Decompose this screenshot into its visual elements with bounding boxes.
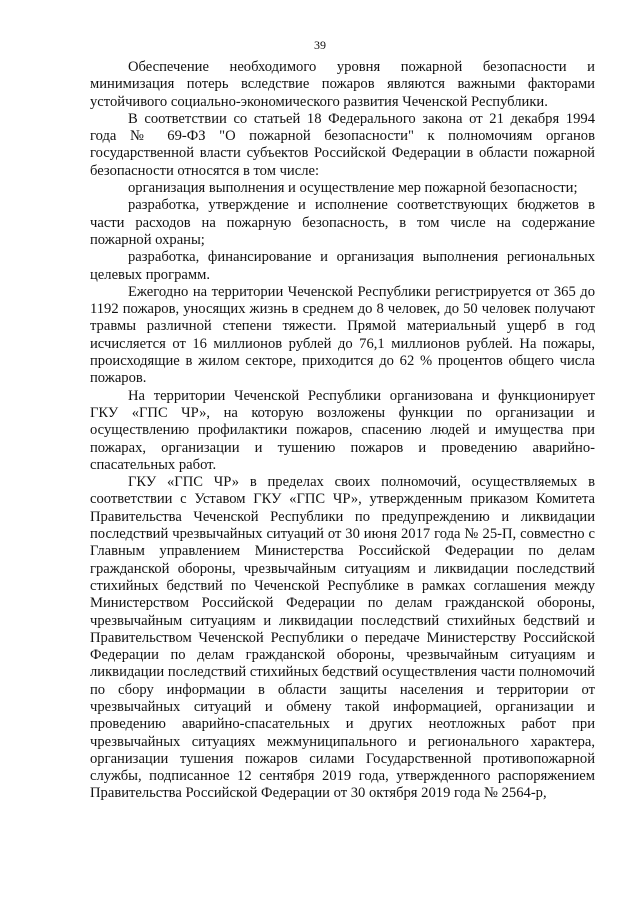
page-number: 39 (314, 38, 326, 52)
paragraph-gku-gps-powers: ГКУ «ГПС ЧР» в пределах своих полномочий, осуществляемых в соответствии с Уставом ГКУ «ГПС ЧР», утвержденным приказом Комитета Правительства Чеченской Республики по предупреждению и ликвидации последствий чрезвычайных ситуаций от 30 июня 2017 года № 25-П, совместно с Главным управлением Министерства Российской Федерации по делам гражданской обороны, чрезвычайным ситуациям и ликвидации последствий стихийных бедствий по Чеченской Республике в рамках соглашения между Министерством Российской Федерации по делам гражданской обороны, чрезвычайным ситуациям и ликвидации последствий стихийных бедствий и Правительством Чеченской Республики о передаче Министерству Российской Федерации по делам гражданской обороны, чрезвычайным ситуациям и ликвидации последствий стихийных бедствий осуществления части полномочий по сбору информации в области защиты населения и территории от чрезвычайных ситуаций и обмену такой информацией, организации и проведению аварийно-спасательных и других неотложных работ при чрезвычайных ситуациях межмуниципального и регионального характера, организации тушения пожаров силами Государственной противопожарной службы, подписанное 12 сентября 2019 года, утвержденного распоряжением Правительства Российской Федерации от 30 октября 2019 года № 2564-р, (90, 474, 595, 802)
paragraph-fire-safety-importance: Обеспечение необходимого уровня пожарной безопасности и минимизация потерь вследствие пожаров являются важными факторами устойчивого социально-экономического развития Чеченской Республики. (90, 59, 595, 110)
paragraph-list-item-programs: разработка, финансирование и организация выполнения региональных целевых программ. (90, 249, 595, 283)
document-body (90, 59, 595, 803)
paragraph-list-item-measures: организация выполнения и осуществление мер пожарной безопасности; (128, 180, 578, 197)
paragraph-gku-gps-functions: На территории Чеченской Республики организована и функционирует ГКУ «ГПС ЧР», на которую возложены функции по организации и осуществлению профилактики пожаров, спасению людей и имущества при пожарах, организации и тушению пожаров и проведению аварийно-спасательных работ. (90, 387, 595, 473)
paragraph-list-item-budgets: разработка, утверждение и исполнение соответствующих бюджетов в части расходов на пожарную безопасность, в том числе на содержание пожарной охраны; (90, 197, 595, 248)
paragraph-federal-law-powers: В соответствии со статьей 18 Федерального закона от 21 декабря 1994 года № 69-ФЗ "О пожарной безопасности" к полномочиям органов государственной власти субъектов Российской Федерации в области пожарной безопасности относятся в том числе: (90, 110, 595, 179)
paragraph-fire-statistics: Ежегодно на территории Чеченской Республики регистрируется от 365 до 1192 пожаров, уносящих жизнь в среднем до 8 человек, до 50 человек получают травмы различной степени тяжести. Прямой материальный ущерб в год исчисляется от 16 миллионов рублей до 76,1 миллионов рублей. На пожары, происходящие в жилом секторе, приходится до 62 % процентов общего числа пожаров. (90, 283, 595, 387)
